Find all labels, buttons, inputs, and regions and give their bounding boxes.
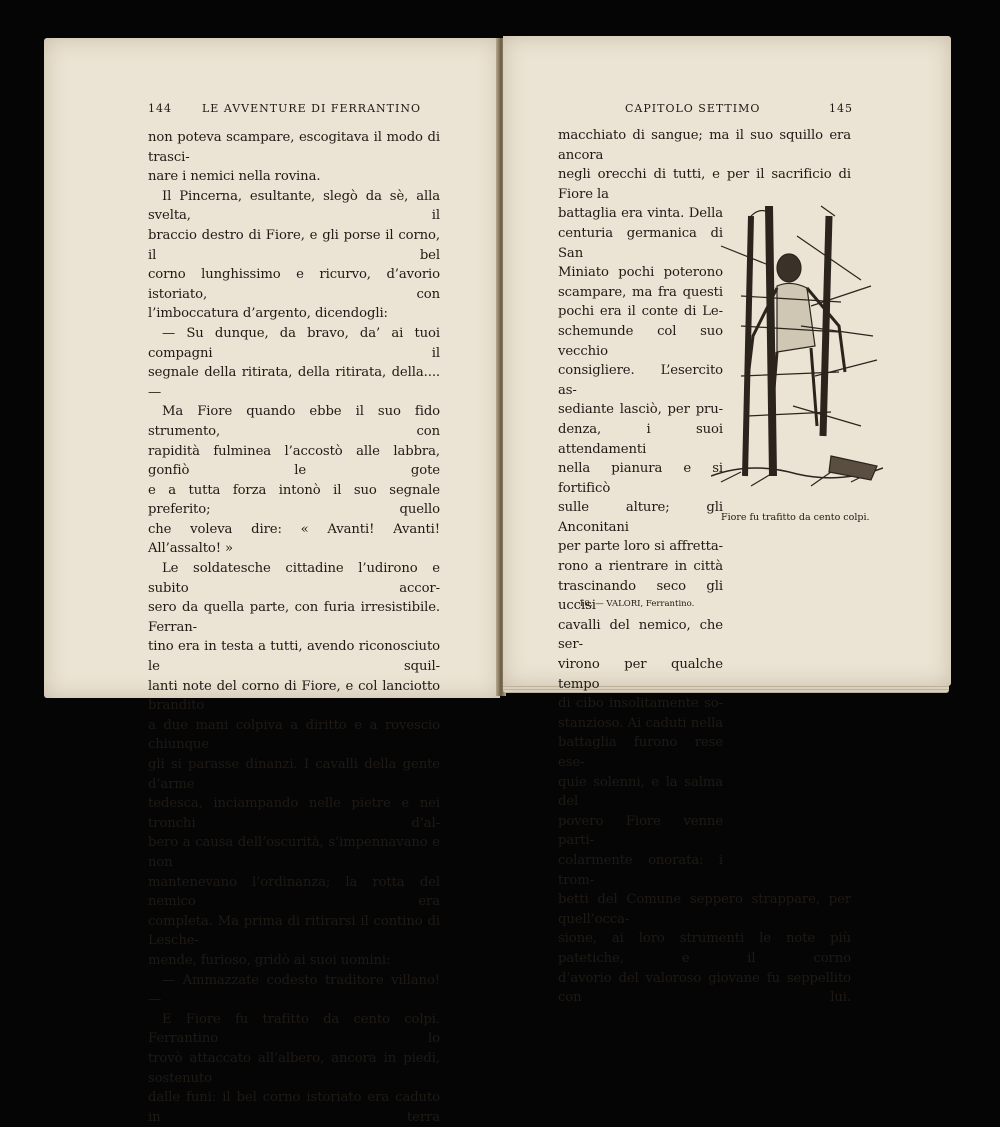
- text-line: nella pianura e si fortificò: [558, 461, 723, 496]
- text-line: consigliere. L’esercito as-: [558, 363, 723, 398]
- text-line: tino era in testa a tutti, avendo riconosciuto le squil-: [148, 639, 440, 675]
- illustration-fiore-tied-to-tree: [711, 176, 883, 506]
- text-line: nare i nemici nella rovina.: [148, 169, 321, 185]
- text-line: di cibo insolitamente so-: [558, 696, 723, 712]
- text-line: E Fiore fu trafitto da cento colpi. Ferrantino lo: [148, 1011, 440, 1047]
- text-line: stanzioso. Ai caduti nella: [558, 715, 723, 731]
- text-line: — Su dunque, da bravo, da’ ai tuoi compagni il: [148, 325, 440, 361]
- text-line: Miniato pochi poterono: [558, 265, 723, 281]
- text-line: sione, ai loro strumenti le note più patetiche, e il corno: [558, 931, 851, 966]
- text-line: schemunde col suo vecchio: [558, 323, 723, 359]
- text-line: cavalli del nemico, che ser-: [558, 617, 723, 653]
- right-text-narrow: [558, 204, 723, 890]
- text-line: tedesca, inciampando nelle pietre e nei tronchi d’al-: [148, 796, 440, 831]
- right-page-number: 145: [829, 102, 853, 115]
- text-line: Ma Fiore quando ebbe il suo fido strumento, con: [148, 404, 440, 439]
- text-line: completa. Ma prima di ritirarsi il contino di Lesche-: [148, 913, 440, 949]
- text-line: che voleva dire: « Avanti! Avanti! All’assalto! »: [148, 521, 440, 557]
- text-line: rono a rientrare in città: [558, 559, 723, 575]
- text-line: — Ammazzate codesto traditore villano! —: [148, 972, 440, 1008]
- text-line: quie solenni, e la salma del: [558, 774, 723, 810]
- text-line: macchiato di sangue; ma il suo squillo era ancora: [558, 128, 851, 163]
- text-line: lanti note del corno di Fiore, e col lanciotto brandito: [148, 678, 440, 714]
- text-line: trovò attaccato all’albero, ancora in piedi, sostenuto: [148, 1050, 440, 1086]
- text-line: denza, i suoi attendamenti: [558, 421, 723, 457]
- left-running-head: LE AVVENTURE DI FERRANTINO: [202, 102, 421, 115]
- text-line: mende, furioso, gridò ai suoi uomini:: [148, 952, 391, 968]
- text-line: e a tutta forza intonò il suo segnale preferito; quello: [148, 482, 440, 518]
- text-line: gli si parasse dinanzi. I cavalli della gente d’arme: [148, 757, 440, 792]
- text-line: sulle alture; gli Anconitani: [558, 500, 723, 535]
- right-page: [503, 36, 951, 1006]
- text-line: negli orecchi di tutti, e per il sacrificio di Fiore la: [558, 167, 851, 202]
- text-line: Le soldatesche cittadine l’udirono e subito accor-: [148, 561, 440, 596]
- illustration-caption: Fiore fu trafitto da cento colpi.: [721, 512, 870, 523]
- text-line: d’avorio del valoroso giovane fu seppellito con lui.: [558, 970, 851, 1006]
- right-running-head: CAPITOLO SETTIMO: [625, 102, 761, 115]
- text-line: per parte loro si affretta-: [558, 539, 723, 555]
- text-line: mantenevano l’ordinanza; la rotta del nemico era: [148, 874, 440, 910]
- left-page-number: 144: [148, 102, 172, 115]
- text-line: segnale della ritirata, della ritirata, della.... —: [148, 365, 440, 400]
- text-line: dalle funi: il bel corno istoriato era caduto in terra: [148, 1090, 440, 1125]
- text-line: sediante lasciò, per pru-: [558, 402, 723, 418]
- text-line: colarmente onorata: i trom-: [558, 852, 723, 888]
- text-line: pochi era il conte di Le-: [558, 304, 723, 320]
- text-line: battaglia furono rese ese-: [558, 735, 723, 770]
- text-line: povero Fiore venne parti-: [558, 813, 723, 849]
- text-line: virono per qualche tempo: [558, 657, 723, 692]
- text-line: Il Pincerna, esultante, slegò da sè, alla svelta, il: [148, 188, 440, 224]
- text-line: sero da quella parte, con furia irresistibile. Ferran-: [148, 600, 440, 635]
- text-line: braccio destro di Fiore, e gli porse il corno, il bel: [148, 227, 440, 263]
- left-body-text: [148, 128, 440, 1127]
- text-line: trascinando seco gli uccisi: [558, 578, 723, 614]
- text-line: non poteva scampare, escogitava il modo di trasci-: [148, 130, 440, 165]
- text-line: a due mani colpiva a diritto e a rovescio chiunque: [148, 717, 440, 753]
- text-line: betti del Comune seppero strappare, per quell’occa-: [558, 892, 851, 927]
- text-line: centuria germanica di San: [558, 225, 723, 261]
- right-text-bottom: [558, 890, 851, 1008]
- left-page: [44, 38, 500, 1125]
- text-line: bero a causa dell’oscurità, s’impennavano e non: [148, 835, 440, 870]
- text-line: corno lunghissimo e ricurvo, d’avorio istoriato, con: [148, 267, 440, 302]
- text-line: rapidità fulminea l’accostò alle labbra, gonfiò le gote: [148, 443, 440, 479]
- text-line: l’imboccatura d’argento, dicendogli:: [148, 306, 388, 322]
- text-line: battaglia era vinta. Della: [558, 206, 723, 222]
- footnote: 10. — VALORI, Ferrantino.: [579, 599, 695, 609]
- text-line: scampare, ma fra questi: [558, 284, 723, 300]
